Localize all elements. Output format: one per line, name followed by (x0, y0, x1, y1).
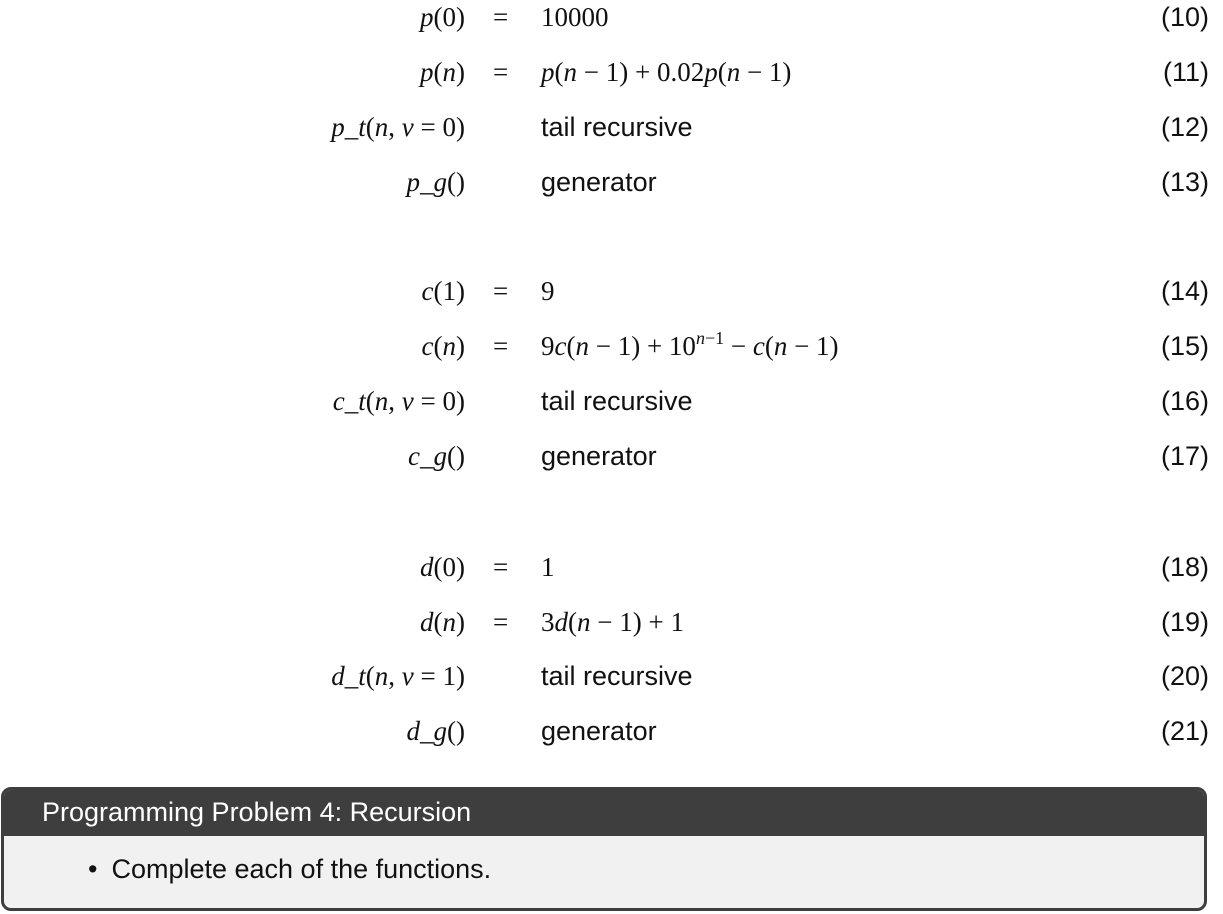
equation-description: tail recursive (541, 661, 693, 691)
equation-rhs: 3d(n − 1) + 1 (541, 607, 684, 637)
equation-row (0, 271, 1223, 311)
equation-rhs: 1 (541, 552, 555, 582)
list-item-text: Complete each of the functions. (111, 854, 492, 884)
equation-number: (20) (1160, 661, 1209, 691)
equation-relation: = (493, 331, 509, 361)
problem-body (4, 836, 1204, 911)
equation-number: (14) (1160, 276, 1209, 306)
equation-row (0, 547, 1223, 587)
list-item (88, 852, 491, 886)
equation-number: (13) (1160, 167, 1209, 197)
equation-relation: = (493, 552, 509, 582)
equation-number: (12) (1160, 112, 1209, 142)
equation-description: tail recursive (541, 386, 693, 416)
equation-lhs: d(n) (420, 607, 465, 637)
equation-row (0, 436, 1223, 476)
equation-lhs: c_t(n, v = 0) (332, 386, 465, 416)
equation-number: (19) (1160, 607, 1209, 637)
equation-rhs: p(n − 1) + 0.02p(n − 1) (541, 57, 792, 87)
equation-description: generator (541, 441, 657, 471)
equation-lhs: p_t(n, v = 0) (331, 112, 465, 142)
equation-rhs: $9c(n - 1) + 10^{n-1} - c(n - 1)$ (541, 328, 839, 361)
equation-relation: = (493, 57, 509, 87)
equation-row (0, 381, 1223, 421)
equation-row (0, 52, 1223, 92)
equation-row (0, 326, 1223, 366)
problem-box (1, 787, 1207, 911)
equation-row (0, 711, 1223, 751)
equation-lhs: d_g() (406, 716, 465, 746)
equation-lhs: p(0) (420, 2, 465, 32)
equation-number: (11) (1162, 57, 1209, 87)
equation-lhs: d_t(n, v = 1) (331, 661, 465, 691)
equation-rhs: 10000 (541, 2, 609, 32)
equation-row (0, 107, 1223, 147)
equation-number: (17) (1160, 441, 1209, 471)
equation-number: (15) (1160, 331, 1209, 361)
equation-lhs: c_g() (408, 441, 465, 471)
equation-description: tail recursive (541, 112, 693, 142)
equation-relation: = (493, 276, 509, 306)
problem-title: Programming Problem 4: Recursion (4, 790, 1204, 836)
equation-lhs: c(1) (421, 276, 465, 306)
equation-rhs: 9 (541, 276, 555, 306)
equation-description: generator (541, 167, 657, 197)
equation-relation: = (493, 2, 509, 32)
bullet-icon: • (88, 854, 98, 884)
equation-number: (10) (1160, 2, 1209, 32)
equation-row (0, 656, 1223, 696)
equation-lhs: d(0) (420, 552, 465, 582)
equation-lhs: c(n) (421, 331, 465, 361)
equation-lhs: p_g() (406, 167, 465, 197)
equation-row (0, 162, 1223, 202)
equation-row (0, 602, 1223, 642)
equation-number: (18) (1160, 552, 1209, 582)
equation-lhs: p(n) (420, 57, 465, 87)
equation-relation: = (493, 607, 509, 637)
equation-number: (16) (1160, 386, 1209, 416)
equation-number: (21) (1160, 716, 1209, 746)
equation-description: generator (541, 716, 657, 746)
equation-row (0, 0, 1223, 37)
